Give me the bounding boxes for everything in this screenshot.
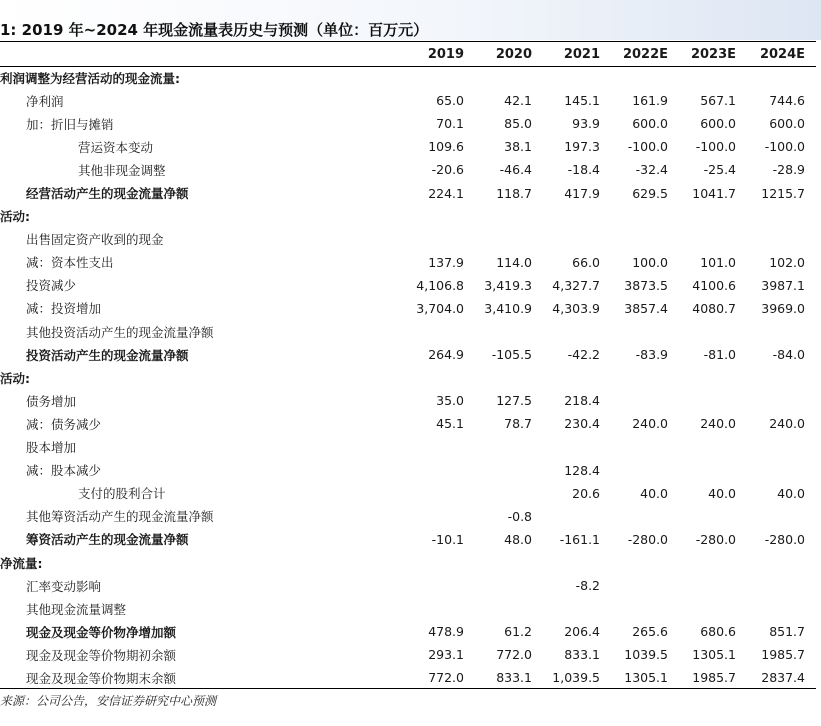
value-cell — [679, 551, 747, 574]
row-label: 减：股本减少 — [26, 463, 102, 479]
value-cell: 3857.4 — [624, 300, 668, 316]
value-cell: 42.1 — [504, 93, 532, 109]
value-cell — [611, 366, 679, 389]
value-cell: 101.0 — [700, 254, 736, 270]
header-year: 2020 — [495, 46, 532, 62]
value-cell — [747, 505, 816, 528]
value-cell — [611, 228, 679, 251]
value-cell — [405, 551, 475, 574]
value-cell: -280.0 — [627, 531, 668, 547]
value-cell: 833.1 — [496, 670, 532, 686]
value-cell: 218.4 — [564, 393, 600, 409]
value-cell — [679, 436, 747, 459]
value-cell — [405, 436, 475, 459]
value-cell: 240.0 — [700, 416, 736, 432]
table-row — [0, 135, 816, 158]
value-cell: 600.0 — [769, 116, 805, 132]
value-cell — [747, 228, 816, 251]
value-cell — [747, 366, 816, 389]
value-cell — [611, 597, 679, 620]
value-cell: 600.0 — [700, 116, 736, 132]
value-cell: 45.1 — [436, 416, 464, 432]
value-cell: 772.0 — [428, 670, 464, 686]
value-cell — [679, 574, 747, 597]
value-cell — [405, 505, 475, 528]
value-cell: 35.0 — [436, 393, 464, 409]
value-cell: -84.0 — [772, 347, 805, 363]
value-cell: 240.0 — [632, 416, 668, 432]
value-cell: 40.0 — [777, 485, 805, 501]
value-cell: -100.0 — [695, 139, 736, 155]
header-label-cell — [0, 42, 405, 66]
value-cell — [475, 482, 543, 505]
row-label: 其他筹资活动产生的现金流量净额 — [26, 509, 214, 525]
value-cell: 1215.7 — [761, 185, 805, 201]
value-cell — [679, 66, 747, 89]
bottom-rule — [0, 688, 816, 689]
row-label: 其他投资活动产生的现金流量净额 — [26, 324, 214, 340]
table-row — [0, 297, 816, 320]
row-label: 加：折旧与摊销 — [26, 116, 114, 132]
value-cell: 78.7 — [504, 416, 532, 432]
table-row — [0, 205, 816, 228]
value-cell — [543, 228, 611, 251]
value-cell — [405, 228, 475, 251]
value-cell: 109.6 — [428, 139, 464, 155]
row-label: 其他现金流量调整 — [26, 601, 127, 617]
value-cell: 478.9 — [428, 624, 464, 640]
value-cell — [747, 66, 816, 89]
value-cell: -8.2 — [575, 578, 600, 594]
table-row — [0, 643, 816, 666]
table-row — [0, 620, 816, 643]
value-cell: 4,327.7 — [552, 277, 600, 293]
value-cell — [543, 66, 611, 89]
value-cell: 38.1 — [504, 139, 532, 155]
value-cell: 100.0 — [632, 254, 668, 270]
value-cell — [747, 597, 816, 620]
value-cell — [747, 459, 816, 482]
row-label: 投资减少 — [26, 278, 77, 294]
header-row — [0, 42, 816, 66]
table-body — [0, 42, 816, 690]
value-cell — [405, 66, 475, 89]
header-year: 2019 — [427, 46, 464, 62]
value-cell — [611, 459, 679, 482]
table-row — [0, 112, 816, 135]
value-cell — [405, 459, 475, 482]
value-cell: 128.4 — [564, 462, 600, 478]
value-cell — [679, 320, 747, 343]
value-cell: 40.0 — [708, 485, 736, 501]
value-cell: 3,704.0 — [416, 300, 464, 316]
value-cell — [475, 551, 543, 574]
value-cell — [405, 482, 475, 505]
value-cell — [475, 228, 543, 251]
table-row — [0, 482, 816, 505]
value-cell: 1985.7 — [761, 647, 805, 663]
value-cell: 114.0 — [496, 254, 532, 270]
value-cell — [475, 597, 543, 620]
value-cell — [475, 66, 543, 89]
value-cell — [611, 574, 679, 597]
table-row — [0, 251, 816, 274]
value-cell: 118.7 — [496, 185, 532, 201]
row-label: 营运资本变动 — [78, 139, 154, 155]
value-cell: 417.9 — [564, 185, 600, 201]
value-cell: 1305.1 — [692, 647, 736, 663]
value-cell: 265.6 — [632, 624, 668, 640]
value-cell: 2837.4 — [761, 670, 805, 686]
value-cell: -161.1 — [559, 531, 600, 547]
value-cell: -0.8 — [507, 508, 532, 524]
row-label: 活动: — [0, 209, 30, 225]
value-cell: -32.4 — [635, 162, 668, 178]
value-cell — [405, 574, 475, 597]
value-cell: 1041.7 — [692, 185, 736, 201]
row-label: 投资活动产生的现金流量净额 — [26, 347, 189, 363]
row-label: 净利润 — [26, 93, 64, 109]
value-cell — [611, 66, 679, 89]
value-cell: 224.1 — [428, 185, 464, 201]
value-cell: 680.6 — [700, 624, 736, 640]
value-cell: -100.0 — [764, 139, 805, 155]
value-cell — [543, 597, 611, 620]
value-cell: -25.4 — [703, 162, 736, 178]
table-row — [0, 528, 816, 551]
value-cell: -42.2 — [567, 347, 600, 363]
value-cell: 206.4 — [564, 624, 600, 640]
table-row — [0, 343, 816, 366]
value-cell: 102.0 — [769, 254, 805, 270]
cash-flow-table — [0, 42, 816, 690]
header-year: 2023E — [690, 46, 736, 62]
value-cell: -20.6 — [431, 162, 464, 178]
value-cell — [747, 320, 816, 343]
value-cell: 851.7 — [769, 624, 805, 640]
value-cell — [747, 389, 816, 412]
row-label: 现金及现金等价物期初余额 — [26, 647, 177, 663]
value-cell: 4080.7 — [692, 300, 736, 316]
table-row — [0, 181, 816, 204]
value-cell: -280.0 — [695, 531, 736, 547]
value-cell: 40.0 — [640, 485, 668, 501]
value-cell — [747, 205, 816, 228]
value-cell — [611, 436, 679, 459]
value-cell: 66.0 — [572, 254, 600, 270]
table-row — [0, 158, 816, 181]
value-cell: 3,410.9 — [484, 300, 532, 316]
table-row — [0, 389, 816, 412]
table-row — [0, 505, 816, 528]
value-cell: 600.0 — [632, 116, 668, 132]
table-row — [0, 320, 816, 343]
table-row — [0, 66, 816, 89]
value-cell: 3969.0 — [761, 300, 805, 316]
row-label: 现金及现金等价物净增加额 — [26, 624, 177, 640]
value-cell — [543, 436, 611, 459]
value-cell — [405, 597, 475, 620]
value-cell — [611, 389, 679, 412]
value-cell: 3987.1 — [761, 277, 805, 293]
row-label: 其他非现金调整 — [78, 162, 166, 178]
row-label: 减：投资增加 — [26, 301, 102, 317]
value-cell — [679, 459, 747, 482]
value-cell: 4100.6 — [692, 277, 736, 293]
row-label: 净流量: — [0, 555, 43, 571]
row-label: 减：债务减少 — [26, 416, 102, 432]
value-cell: 3,419.3 — [484, 277, 532, 293]
value-cell — [611, 505, 679, 528]
row-label: 减：资本性支出 — [26, 255, 114, 271]
value-cell: 127.5 — [496, 393, 532, 409]
value-cell: 240.0 — [769, 416, 805, 432]
value-cell: -100.0 — [627, 139, 668, 155]
row-label: 股本增加 — [26, 440, 77, 456]
value-cell: 567.1 — [700, 93, 736, 109]
value-cell: 4,106.8 — [416, 277, 464, 293]
row-label: 支付的股利合计 — [78, 486, 166, 502]
value-cell — [611, 551, 679, 574]
value-cell: 48.0 — [504, 531, 532, 547]
value-cell: -28.9 — [772, 162, 805, 178]
value-cell — [611, 205, 679, 228]
value-cell: 293.1 — [428, 647, 464, 663]
value-cell: 85.0 — [504, 116, 532, 132]
value-cell — [543, 320, 611, 343]
table-row — [0, 597, 816, 620]
value-cell — [679, 597, 747, 620]
value-cell: 1039.5 — [624, 647, 668, 663]
table-row — [0, 436, 816, 459]
table-row — [0, 274, 816, 297]
value-cell — [747, 574, 816, 597]
value-cell: -46.4 — [499, 162, 532, 178]
value-cell — [543, 505, 611, 528]
value-cell: 264.9 — [428, 347, 464, 363]
value-cell: 197.3 — [564, 139, 600, 155]
value-cell — [405, 320, 475, 343]
value-cell: -105.5 — [491, 347, 532, 363]
table-title: 1: 2019 年~2024 年现金流量表历史与预测（单位：百万元） — [0, 21, 429, 39]
value-cell — [543, 366, 611, 389]
value-cell — [543, 205, 611, 228]
row-label: 经营活动产生的现金流量净额 — [26, 186, 189, 202]
table-row — [0, 89, 816, 112]
value-cell: 161.9 — [632, 93, 668, 109]
value-cell — [543, 551, 611, 574]
value-cell — [405, 366, 475, 389]
table-row — [0, 666, 816, 689]
value-cell — [475, 320, 543, 343]
value-cell: 4,303.9 — [552, 300, 600, 316]
value-cell: -83.9 — [635, 347, 668, 363]
row-label: 出售固定资产收到的现金 — [26, 232, 164, 248]
value-cell: 772.0 — [496, 647, 532, 663]
value-cell — [475, 366, 543, 389]
value-cell: -280.0 — [764, 531, 805, 547]
table-row — [0, 228, 816, 251]
table-row — [0, 366, 816, 389]
value-cell: 61.2 — [504, 624, 532, 640]
value-cell: 137.9 — [428, 254, 464, 270]
value-cell — [475, 205, 543, 228]
value-cell — [679, 205, 747, 228]
table-row — [0, 551, 816, 574]
header-year: 2024E — [759, 46, 805, 62]
value-cell — [475, 574, 543, 597]
table-row — [0, 412, 816, 435]
value-cell: 20.6 — [572, 485, 600, 501]
value-cell — [679, 389, 747, 412]
value-cell: 1305.1 — [624, 670, 668, 686]
value-cell: 93.9 — [572, 116, 600, 132]
value-cell — [611, 320, 679, 343]
table-row — [0, 574, 816, 597]
value-cell: -81.0 — [703, 347, 736, 363]
source-note: 来源：公司公告，安信证券研究中心预测 — [0, 694, 217, 708]
value-cell — [747, 436, 816, 459]
value-cell: 3873.5 — [624, 277, 668, 293]
value-cell: 833.1 — [564, 647, 600, 663]
table-row — [0, 459, 816, 482]
value-cell — [679, 366, 747, 389]
row-label: 现金及现金等价物期末余额 — [26, 670, 177, 686]
value-cell — [475, 436, 543, 459]
header-year: 2021 — [563, 46, 600, 62]
value-cell: 230.4 — [564, 416, 600, 432]
value-cell — [679, 505, 747, 528]
value-cell: 1985.7 — [692, 670, 736, 686]
row-label: 筹资活动产生的现金流量净额 — [26, 532, 189, 548]
value-cell: -18.4 — [567, 162, 600, 178]
header-year: 2022E — [622, 46, 668, 62]
value-cell — [405, 205, 475, 228]
row-label: 债务增加 — [26, 393, 77, 409]
value-cell — [679, 228, 747, 251]
row-label: 利润调整为经营活动的现金流量: — [0, 70, 180, 86]
value-cell: 70.1 — [436, 116, 464, 132]
row-label: 汇率变动影响 — [26, 578, 102, 594]
value-cell: 65.0 — [436, 93, 464, 109]
value-cell: 744.6 — [769, 93, 805, 109]
value-cell: 145.1 — [564, 93, 600, 109]
value-cell: 1,039.5 — [552, 670, 600, 686]
row-label: 活动: — [0, 370, 30, 386]
value-cell: -10.1 — [431, 531, 464, 547]
value-cell: 629.5 — [632, 185, 668, 201]
value-cell — [475, 459, 543, 482]
value-cell — [747, 551, 816, 574]
